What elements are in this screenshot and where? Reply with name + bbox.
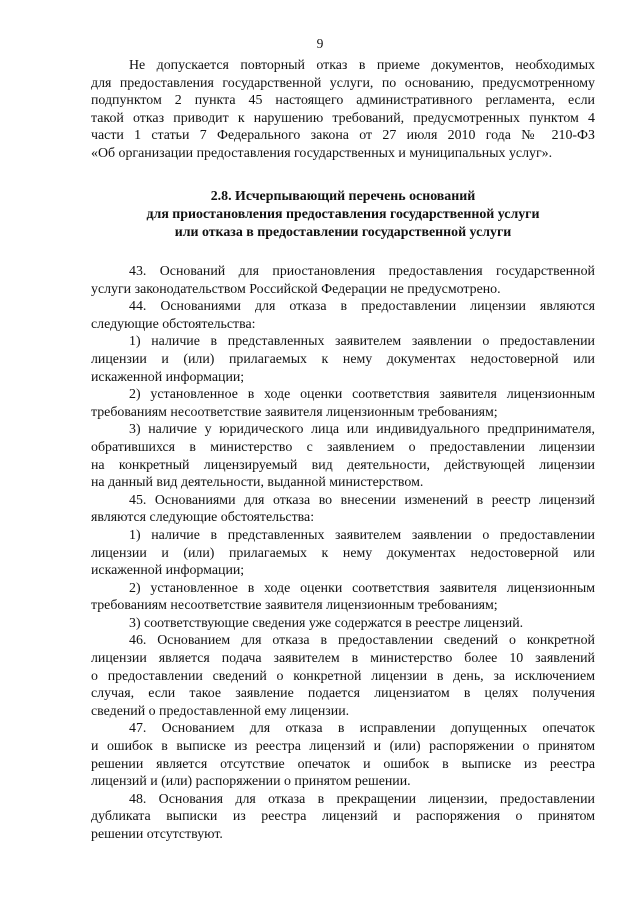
intro-paragraph xyxy=(91,57,595,163)
text-line: лицензии и (или) прилагаемых к нему документах недостоверной или xyxy=(91,545,595,561)
text-line: 2) установленное в ходе оценки соответствия заявителя лицензионным xyxy=(129,387,595,403)
text-line: искаженной информации; xyxy=(91,563,245,579)
heading-line: 2.8. Исчерпывающий перечень оснований xyxy=(210,189,476,204)
text-line: 44. Основаниями для отказа в предоставлении лицензии являются xyxy=(129,299,595,315)
text-line: 46. Основанием для отказа в предоставлении сведений о конкретной xyxy=(129,633,595,649)
text-line: на конкретный лицензируемый вид деятельности, действующей лицензии xyxy=(91,457,595,473)
text-line: решении является отсутствие опечаток и ошибок в выписке из реестра xyxy=(91,756,595,772)
text-line: 48. Основания для отказа в прекращении лицензии, предоставлении xyxy=(129,791,595,807)
text-line: 2) установленное в ходе оценки соответствия заявителя лицензионным xyxy=(129,580,595,596)
heading-line: или отказа в предоставлении государственной услуги xyxy=(174,225,512,240)
section-body xyxy=(91,263,595,844)
text-line: искаженной информации; xyxy=(91,369,245,385)
text-line: лицензий и (или) распоряжении о принятом решении. xyxy=(91,774,411,790)
text-line: дубликата выписки из реестра лицензий и распоряжения о принятом xyxy=(91,809,595,825)
text-line: 1) наличие в представленных заявителем заявлении о предоставлении xyxy=(129,334,595,350)
heading-line: для приостановления предоставления государственной услуги xyxy=(146,207,540,222)
text-line: требованиям несоответствие заявителя лицензионным требованиям; xyxy=(91,598,498,614)
text-line: являются следующие обстоятельства: xyxy=(91,510,315,526)
text-line: обратившихся в министерство с заявлением о предоставлении лицензии xyxy=(91,439,595,455)
text-line: лицензии и (или) прилагаемых к нему документах недостоверной или xyxy=(91,351,595,367)
text-line: и ошибок в выписке из реестра лицензий и (или) распоряжении о принятом xyxy=(91,739,595,755)
text-line: подпунктом 2 пункта 45 настоящего административного регламента, если xyxy=(91,93,595,109)
text-line: сведений о предоставленной ему лицензии. xyxy=(91,703,350,719)
text-line: 47. Основанием для отказа в исправлении допущенных опечаток xyxy=(129,721,595,737)
text-line: случая, если такое заявление подается лицензиатом в целях получения xyxy=(91,686,595,702)
text-line: о предоставлении сведений о конкретной лицензии в день, за исключением xyxy=(91,668,595,684)
text-line: 43. Оснований для приостановления предоставления государственной xyxy=(129,264,595,279)
text-line: следующие обстоятельства: xyxy=(91,316,256,332)
text-line: Не допускается повторный отказ в приеме документов, необходимых xyxy=(129,58,595,73)
text-line: лицензии является подача заявителем в министерство более 10 заявлений xyxy=(91,651,595,667)
text-line: 3) наличие у юридического лица или индивидуального предпринимателя, xyxy=(129,422,595,438)
text-line: «Об организации предоставления государственных и муниципальных услуг». xyxy=(91,145,553,161)
text-line: на данный вид деятельности, выданной министерством. xyxy=(91,475,424,491)
text-line: 3) соответствующие сведения уже содержатся в реестре лицензий. xyxy=(129,615,524,631)
text-line: решении отсутствуют. xyxy=(91,827,223,842)
text-line: части 1 статьи 7 Федерального закона от 27 июля 2010 года № 210-ФЗ xyxy=(91,128,595,144)
text-line: для предоставления государственной услуги, по основанию, предусмотренному xyxy=(91,75,595,91)
section-heading xyxy=(91,188,595,242)
text-line: 45. Основаниями для отказа во внесении изменений в реестр лицензий xyxy=(129,492,595,508)
text-line: 1) наличие в представленных заявителем заявлении о предоставлении xyxy=(129,527,595,543)
text-line: услуги законодательством Российской Федерации не предусмотрено. xyxy=(91,281,501,297)
text-line: требованиям несоответствие заявителя лицензионным требованиям; xyxy=(91,404,498,420)
text-line: такой отказ приводит к нарушению требований, предусмотренных пунктом 4 xyxy=(91,110,595,126)
page-number: 9 xyxy=(316,36,324,51)
